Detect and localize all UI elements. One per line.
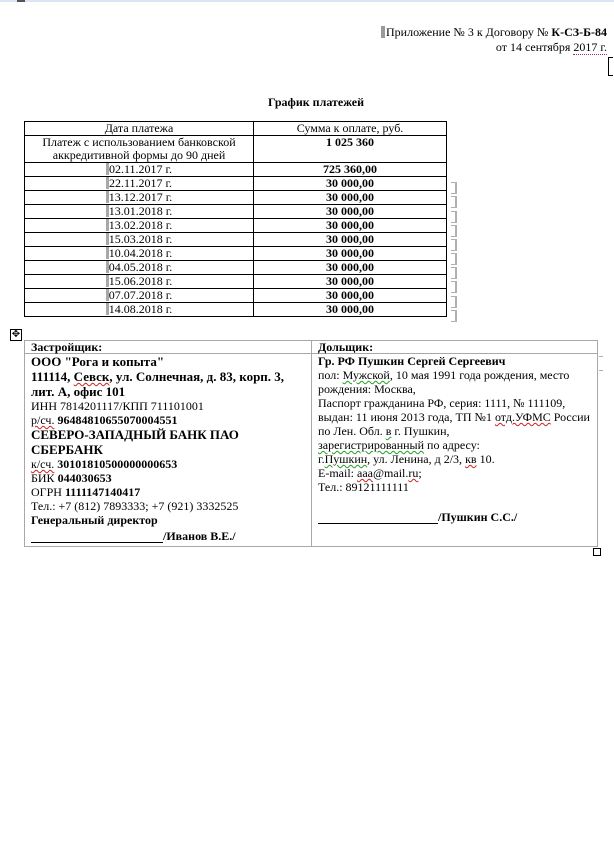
developer-bank: СЕВЕРО-ЗАПАДНЫЙ БАНК ПАО СБЕРБАНК	[31, 427, 239, 457]
document-title: График платежей	[267, 95, 365, 109]
end-of-row-mark	[451, 310, 457, 322]
payment-date: 22.11.2017 г.	[25, 177, 254, 191]
table-resize-handle-icon[interactable]	[593, 548, 601, 556]
payment-amount: 30 000,00	[254, 219, 447, 233]
signature-line	[318, 523, 438, 524]
end-of-row-mark	[599, 370, 603, 371]
table-row	[25, 177, 447, 191]
paragraph-mark	[381, 26, 385, 38]
shareholder-passport-issued: выдан: 11 июня 2013 года, ТП №1 отд.УФМС России	[318, 410, 590, 424]
table-row	[25, 191, 447, 205]
end-of-row-mark	[451, 253, 457, 265]
shareholder-name: Гр. РФ Пушкин Сергей Сергеевич	[318, 354, 506, 368]
payment-date: 13.12.2017 г.	[25, 191, 254, 205]
end-of-row-mark	[451, 267, 457, 279]
shareholder-passport: Паспорт гражданина РФ, серия: 1111, № 111109,	[318, 396, 566, 410]
developer-heading: Застройщик:	[25, 341, 312, 354]
column-header-amount: Сумма к оплате, руб.	[254, 122, 447, 136]
payment-date: 04.05.2018 г.	[25, 261, 254, 275]
ruler-marker	[17, 0, 25, 2]
payment-date: 10.04.2018 г.	[25, 247, 254, 261]
developer-ogrn: ОГРН 1111147140417	[31, 485, 141, 499]
shareholder-email: E-mail: aaa@mail.ru;	[318, 466, 422, 480]
developer-settlement-account: р/сч. 96484810655070004551	[31, 413, 178, 427]
end-of-row-mark	[451, 196, 457, 208]
table-row	[25, 289, 447, 303]
table-row	[25, 219, 447, 233]
payment-amount: 30 000,00	[254, 205, 447, 219]
payment-amount: 30 000,00	[254, 233, 447, 247]
table-row	[25, 163, 447, 177]
contract-date-prefix: от 14 сентября	[495, 40, 574, 54]
end-of-row-mark	[451, 239, 457, 251]
shareholder-address: г.Пушкин, ул. Ленина, д 2/3, кв 10.	[318, 452, 495, 466]
payment-date: 15.06.2018 г.	[25, 275, 254, 289]
payment-amount: 30 000,00	[254, 275, 447, 289]
parties-header-row	[25, 341, 598, 354]
payment-date: 07.07.2018 г.	[25, 289, 254, 303]
parties-details-row	[25, 354, 598, 547]
shareholder-heading: Дольщик:	[312, 341, 598, 354]
appendix-header-line2	[496, 40, 607, 54]
table-row	[25, 233, 447, 247]
developer-inn-kpp: ИНН 7814201117/КПП 711101001	[31, 399, 204, 413]
end-of-row-mark	[451, 211, 457, 223]
contract-number: К-СЗ-Б-84	[551, 25, 607, 39]
shareholder-signature: /Пушкин С.С./	[318, 510, 591, 524]
developer-name: ООО "Рога и копыта"	[31, 354, 165, 369]
table-row-letter-of-credit	[25, 136, 447, 163]
end-of-row-mark	[451, 225, 457, 237]
shareholder-phone: Тел.: 89121111111	[318, 480, 409, 494]
end-of-row-mark	[451, 296, 457, 308]
payment-amount: 725 360,00	[254, 163, 447, 177]
developer-correspondent-account: к/сч. 30101810500000000653	[31, 457, 178, 471]
payment-amount: 30 000,00	[254, 261, 447, 275]
appendix-label: Приложение № 3 к Договору №	[386, 25, 552, 39]
signature-line	[31, 542, 163, 543]
payment-schedule-table	[24, 121, 447, 317]
table-row	[25, 205, 447, 219]
top-ruler-line	[0, 0, 614, 2]
developer-position: Генеральный директор	[31, 513, 158, 527]
column-header-date: Дата платежа	[25, 122, 254, 136]
parties-details-table	[24, 340, 598, 547]
payment-amount: 30 000,00	[254, 247, 447, 261]
payment-amount: 30 000,00	[254, 177, 447, 191]
developer-details	[25, 354, 312, 547]
text-boundary-mark	[608, 57, 613, 76]
table-row	[25, 275, 447, 289]
payment-amount: 30 000,00	[254, 191, 447, 205]
developer-address: 111114, Севск, ул. Солнечная, д. 83, корп. 3, лит. А, офис 101	[31, 369, 285, 399]
table-header-row	[25, 122, 447, 136]
end-of-row-mark	[599, 356, 603, 357]
payment-date: 13.02.2018 г.	[25, 219, 254, 233]
end-of-row-mark	[451, 182, 457, 194]
appendix-header-line1	[381, 25, 607, 39]
payment-amount: 30 000,00	[254, 303, 447, 317]
table-row	[25, 303, 447, 317]
payment-date: 02.11.2017 г.	[25, 163, 254, 177]
shareholder-details	[312, 354, 598, 547]
letter-of-credit-amount: 1 025 360	[254, 136, 447, 163]
developer-bik: БИК 044030653	[31, 471, 112, 485]
contract-date-year: 2017 г.	[573, 40, 607, 54]
end-of-row-mark	[451, 281, 457, 293]
shareholder-sex-birth: пол: Мужской, 10 мая 1991 года рождения, место рождения: Москва,	[318, 368, 570, 396]
table-row	[25, 261, 447, 275]
payment-date: 15.03.2018 г.	[25, 233, 254, 247]
table-row	[25, 247, 447, 261]
table-move-handle-icon[interactable]: ✥	[11, 329, 21, 340]
shareholder-issued-region: по Лен. Обл. в г. Пушкин,	[318, 424, 450, 438]
payment-date: 13.01.2018 г.	[25, 205, 254, 219]
shareholder-registered: зарегистрированный по адресу:	[318, 438, 480, 452]
payment-date: 14.08.2018 г.	[25, 303, 254, 317]
developer-signature: /Иванов В.Е./	[31, 529, 305, 543]
letter-of-credit-label: Платеж с использованием банковской аккредитивной формы до 90 дней	[25, 136, 254, 163]
developer-phone: Тел.: +7 (812) 7893333; +7 (921) 3332525	[31, 499, 239, 513]
payment-amount: 30 000,00	[254, 289, 447, 303]
